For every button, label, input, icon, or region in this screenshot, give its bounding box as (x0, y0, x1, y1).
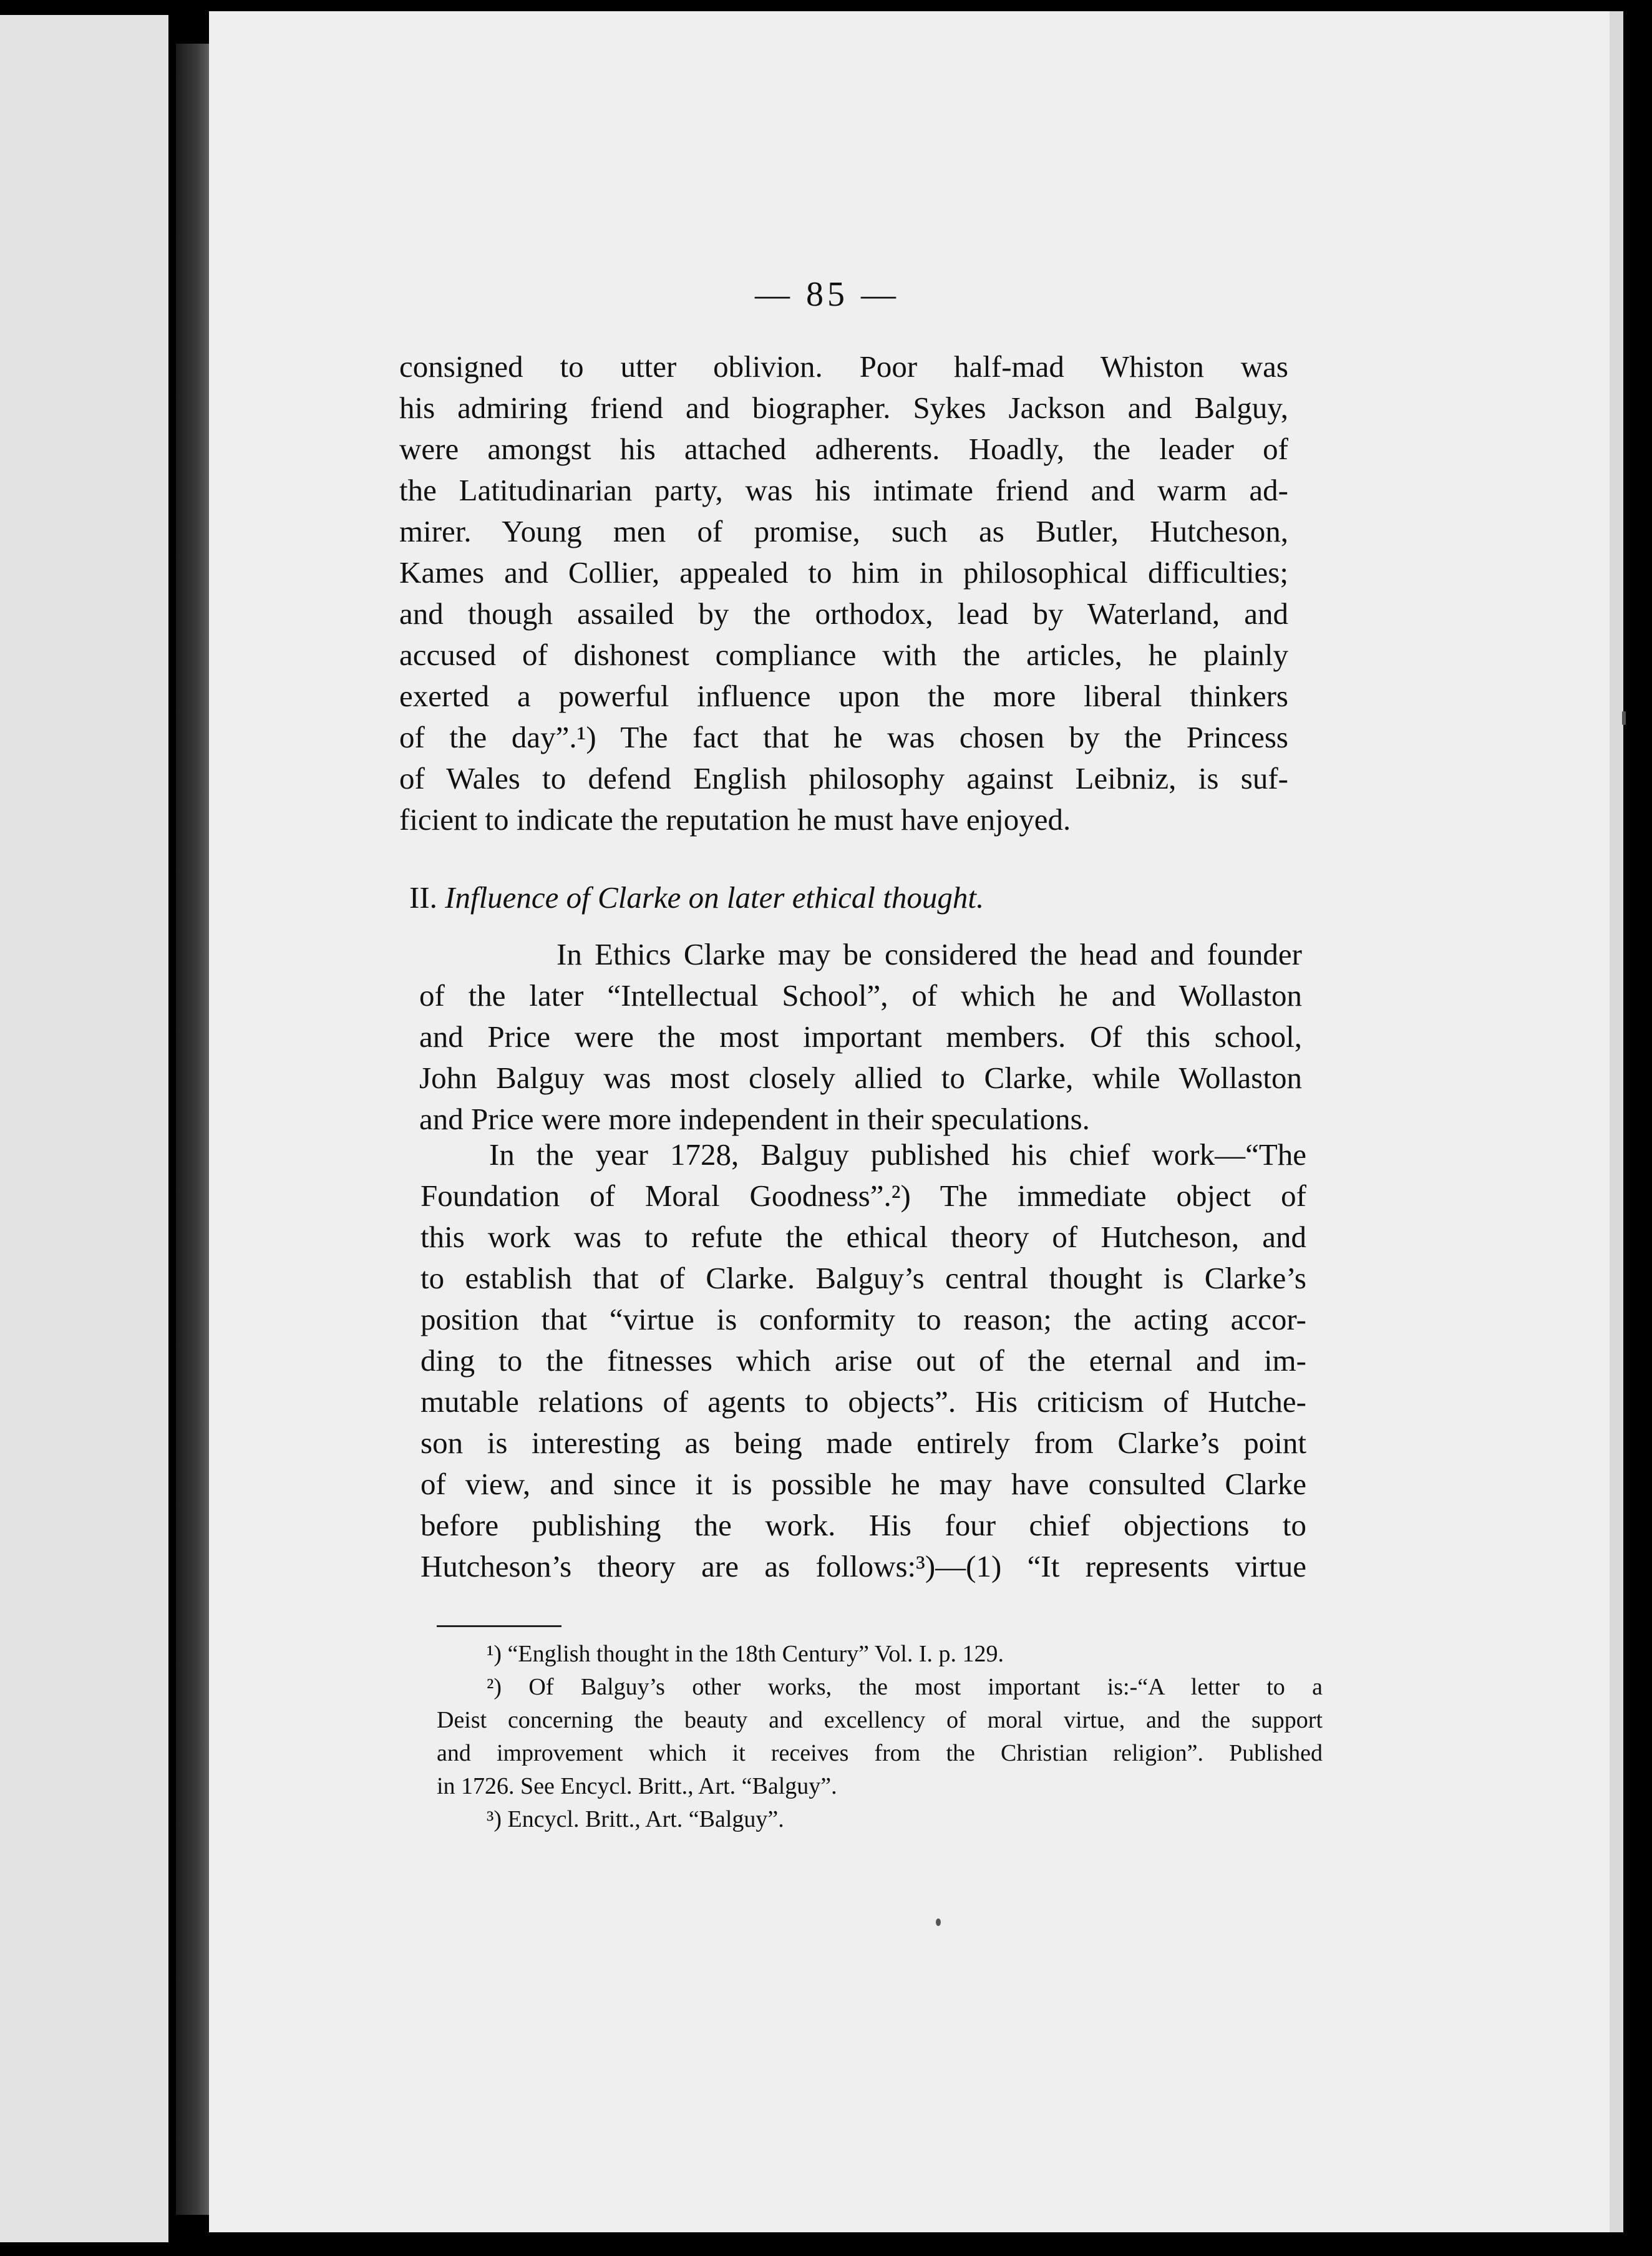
book-binding-gutter (176, 44, 213, 2215)
paragraph-continuation (399, 346, 1288, 840)
section-title: Influence of Clarke on later ethical thought. (445, 880, 984, 915)
footnote-divider (437, 1625, 561, 1627)
text-line: of view, and since it is possible he may have consulted Clarke (420, 1467, 1306, 1501)
text-line: his admiring friend and biographer. Sykes Jackson and Balguy, (399, 391, 1288, 425)
text-line-last: ficient to indicate the reputation he must have enjoyed. (399, 802, 1071, 837)
text-line: ding to the fitnesses which arise out of the eternal and im- (420, 1343, 1306, 1378)
text-line: Foundation of Moral Goodness”.²) The immediate object of (420, 1179, 1306, 1213)
text-line: Hutcheson’s theory are as follows:³)—(1) “It represents virtue (420, 1549, 1306, 1583)
scan-speck (936, 1918, 941, 1926)
facing-page-edge (0, 15, 168, 2242)
text-line: this work was to refute the ethical theory of Hutcheson, and (420, 1220, 1306, 1254)
scan-speck (1622, 711, 1626, 725)
text-line: mutable relations of agents to objects”. His criticism of Hutche- (420, 1384, 1306, 1419)
page-number: — 85 — (755, 275, 900, 314)
text-line: and Price were the most important members. Of this school, (419, 1019, 1302, 1054)
text-line: the Latitudinarian party, was his intimate friend and warm ad- (399, 473, 1288, 507)
text-line: and though assailed by the orthodox, lead by Waterland, and (399, 596, 1288, 631)
footnote-2: ²) Of Balguy’s other works, the most important is:-“A letter to a Deist concerning the beauty and excellency of moral virtue, and the support and improvement which it receives from the Christian religion”. Published in 1726. See Encycl. Britt., Art. “Balguy”. (437, 1674, 1323, 1799)
text-line: Kames and Collier, appealed to him in philosophical difficulties; (399, 555, 1288, 590)
footnote-3: ³) Encycl. Britt., Art. “Balguy”. (487, 1806, 784, 1832)
text-line: son is interesting as being made entirely from Clarke’s point (420, 1426, 1306, 1460)
text-line: John Balguy was most closely allied to Clarke, while Wollaston (419, 1061, 1302, 1095)
footnotes (437, 1638, 1323, 1836)
text-line: accused of dishonest compliance with the articles, he plainly (399, 638, 1288, 672)
text-line: of Wales to defend English philosophy against Leibniz, is suf- (399, 761, 1288, 795)
text-line: In Ethics Clarke may be considered the head and founder (556, 937, 1302, 971)
text-line: were amongst his attached adherents. Hoadly, the leader of (399, 432, 1288, 466)
text-line: to establish that of Clarke. Balguy’s central thought is Clarke’s (420, 1261, 1306, 1295)
text-line: consigned to utter oblivion. Poor half-mad Whiston was (399, 349, 1288, 384)
text-line: of the day”.¹) The fact that he was chosen by the Princess (399, 720, 1288, 754)
text-line: of the later “Intellectual School”, of which he and Wollaston (419, 978, 1302, 1013)
text-line-last: and Price were more independent in their speculations. (419, 1102, 1090, 1136)
page-edge-right (1610, 11, 1623, 2232)
text-line: position that “virtue is conformity to reason; the acting accor- (420, 1302, 1306, 1336)
paragraph-balguy (420, 1134, 1306, 1587)
text-line: before publishing the work. His four chief objections to (420, 1508, 1306, 1542)
text-line: mirer. Young men of promise, such as Butler, Hutcheson, (399, 514, 1288, 548)
section-number: II. (409, 880, 437, 915)
text-line: exerted a powerful influence upon the more liberal thinkers (399, 679, 1288, 713)
paragraph-intellectual-school (419, 934, 1302, 1140)
footnote-1: ¹) “English thought in the 18th Century” Vol. I. p. 129. (487, 1641, 1004, 1667)
section-heading (409, 880, 1283, 915)
text-line: In the year 1728, Balguy published his chief work—“The (489, 1137, 1306, 1172)
